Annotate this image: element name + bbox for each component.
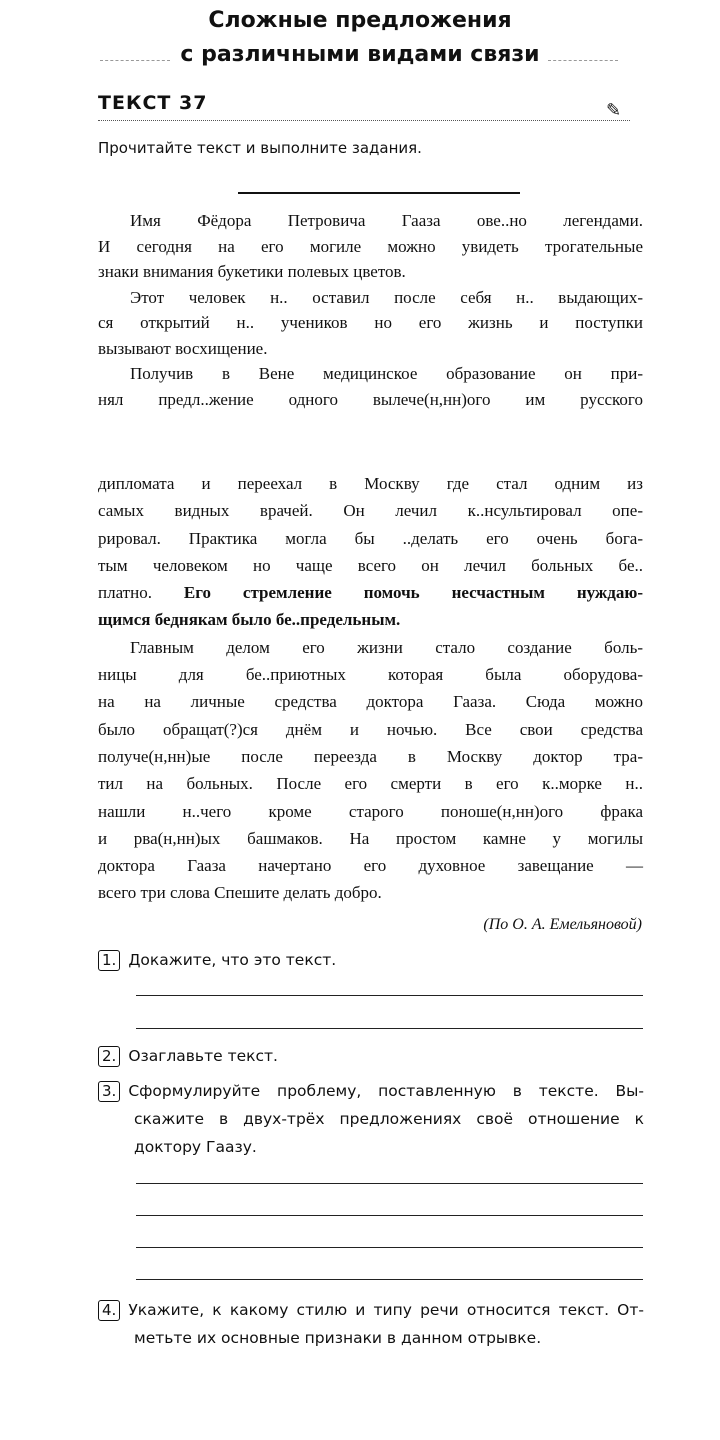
question-number: 3. <box>98 1081 120 1102</box>
text-line: дипломата и переехал в Москву где стал одним из <box>98 474 643 493</box>
text-line: рировал. Практика могла бы ..делать его очень бога- <box>98 528 643 548</box>
question-number: 4. <box>98 1300 120 1321</box>
text-line: на на личные средства доктора Гааза. Сюда можно <box>98 692 643 712</box>
text-line <box>98 579 643 606</box>
bold-sentence: щимся беднякам было бе..предельным. <box>98 610 401 630</box>
text-line: И сегодня на его могиле можно увидеть трогательные <box>98 236 643 256</box>
text-line: нашли н..чего кроме старого поноше(н,нн)ого фрака <box>98 801 643 821</box>
text-line: вызывают восхищение. <box>98 338 268 358</box>
instruction: Прочитайте текст и выполните задания. <box>98 139 422 157</box>
text-line: Получив в Вене медицинское образование он при- <box>130 364 643 383</box>
text-line: Главным делом его жизни стало создание боль- <box>130 637 643 657</box>
text-line: знаки внимания букетики полевых цветов. <box>98 262 406 281</box>
question-2 <box>98 1042 644 1070</box>
pencil-icon: ✎ <box>606 100 622 120</box>
text-line: нял предл..жение одного вылече(н,нн)ого им русского <box>98 389 643 409</box>
question-text: метьте их основные признаки в данном отрывке. <box>134 1329 542 1347</box>
text-line: Имя Фёдора Петровича Гааза ове..но легендами. <box>130 211 643 230</box>
section-heading: ТЕКСТ 37 <box>98 92 208 114</box>
passage-part-2 <box>98 470 643 907</box>
question-number: 1. <box>98 950 120 971</box>
answer-line[interactable] <box>136 1183 643 1184</box>
divider <box>238 192 520 194</box>
question-4 <box>98 1296 644 1352</box>
question-text: Сформулируйте проблему, поставленную в тексте. Вы- <box>128 1082 644 1100</box>
question-text: скажите в двух-трёх предложениях своё отношение к <box>134 1110 644 1128</box>
dotted-divider <box>98 120 630 121</box>
text-line: ся открытий н.. учеников но его жизнь и поступки <box>98 313 643 332</box>
question-text: доктору Гаазу. <box>134 1138 257 1156</box>
text-line: тил на больных. После его смерти в его к..морке н.. <box>98 774 643 794</box>
scan-artifact <box>548 60 618 61</box>
question-number: 2. <box>98 1046 120 1067</box>
text-line: ницы для бе..приютных которая была оборудова- <box>98 665 643 685</box>
question-text: Укажите, к какому стилю и типу речи относится текст. От- <box>128 1301 644 1319</box>
answer-line[interactable] <box>136 1028 643 1029</box>
answer-line[interactable] <box>136 1247 643 1248</box>
question-text: Озаглавьте текст. <box>128 1047 278 1065</box>
text-line: и рва(н,нн)ых башмаков. На простом камне у могилы <box>98 828 643 848</box>
text-line: тым человеком но чаще всего он лечил больных бе.. <box>98 555 643 575</box>
question-1 <box>98 946 644 974</box>
text-line: самых видных врачей. Он лечил к..нсультировал опе- <box>98 501 643 521</box>
scan-artifact <box>100 60 170 61</box>
chapter-title-line-2: с различными видами связи <box>180 42 540 67</box>
passage-part-1 <box>98 208 643 412</box>
attribution: (По О. А. Емельяновой) <box>483 916 642 933</box>
answer-line[interactable] <box>136 1279 643 1280</box>
text-line: было обращат(?)ся днём и ночью. Все свои средства <box>98 719 643 739</box>
text-line: получе(н,нн)ые после переезда в Москву доктор тра- <box>98 746 643 766</box>
question-3 <box>98 1077 644 1161</box>
bold-sentence: Его стремление помочь несчастным нуждаю- <box>183 583 643 603</box>
text-span: платно. <box>98 583 152 603</box>
answer-line[interactable] <box>136 1215 643 1216</box>
text-line: доктора Гааза начертано его духовное завещание — <box>98 856 643 876</box>
text-line: всего три слова Спешите делать добро. <box>98 883 382 903</box>
text-line: Этот человек н.. оставил после себя н.. выдающих- <box>130 287 643 307</box>
question-text: Докажите, что это текст. <box>128 951 337 969</box>
chapter-title-line-1: Сложные предложения <box>208 8 512 33</box>
answer-line[interactable] <box>136 995 643 996</box>
